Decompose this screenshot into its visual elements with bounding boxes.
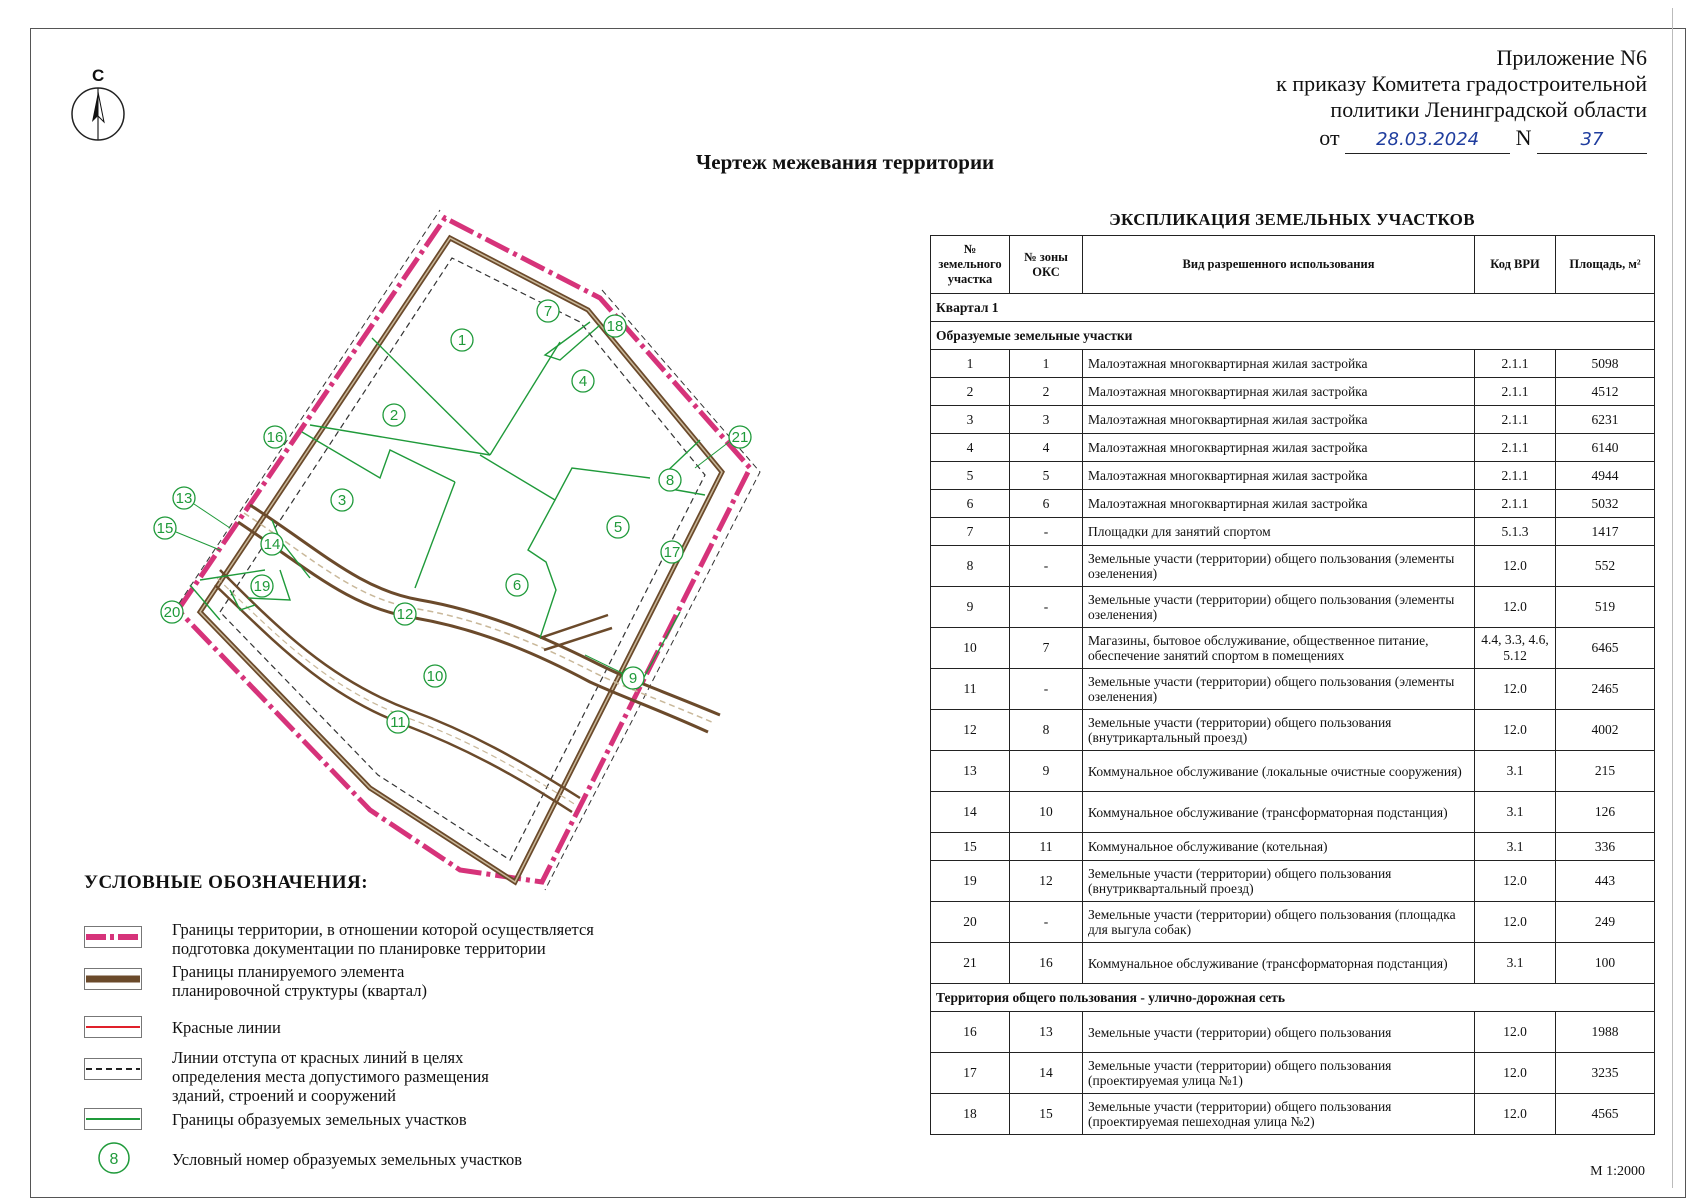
cell-zone-number: 2 xyxy=(1010,378,1083,406)
plot-label-12 xyxy=(394,603,416,625)
plot-label-15 xyxy=(154,517,176,539)
cell-vri-code: 12.0 xyxy=(1475,587,1556,628)
cell-area: 3235 xyxy=(1556,1053,1655,1094)
from-label: от xyxy=(1319,125,1340,150)
cell-zone-number: 3 xyxy=(1010,406,1083,434)
cell-vri-code: 3.1 xyxy=(1475,833,1556,861)
cell-zone-number: - xyxy=(1010,669,1083,710)
cell-permitted-use: Земельные участи (территории) общего пользования (элементы озеленения) xyxy=(1083,669,1475,710)
legend-text-setback: Линии отступа от красных линий в целях определения места допустимого размещения зданий, строений и сооружений xyxy=(172,1048,489,1105)
cell-plot-number: 4 xyxy=(931,434,1010,462)
cell-zone-number: 12 xyxy=(1010,861,1083,902)
legend-text-territory: Границы территории, в отношении которой осуществляется подготовка документации по планировке территории xyxy=(172,920,594,958)
plot-label-13 xyxy=(173,487,195,509)
svg-text:8: 8 xyxy=(665,472,675,489)
cell-permitted-use: Земельные участи (территории) общего пользования (внутрикартальный проезд) xyxy=(1083,710,1475,751)
svg-text:11: 11 xyxy=(390,714,406,731)
cell-vri-code: 3.1 xyxy=(1475,792,1556,833)
svg-text:3: 3 xyxy=(337,492,347,509)
cell-vri-code: 12.0 xyxy=(1475,1012,1556,1053)
cell-area: 4512 xyxy=(1556,378,1655,406)
plot-label-8 xyxy=(659,469,681,491)
cell-zone-number: - xyxy=(1010,902,1083,943)
explication-title: ЭКСПЛИКАЦИЯ ЗЕМЕЛЬНЫХ УЧАСТКОВ xyxy=(1109,210,1475,229)
cell-plot-number: 7 xyxy=(931,518,1010,546)
section-row-street-network: Территория общего пользования - улично-дорожная сеть xyxy=(931,984,1655,1012)
svg-text:15: 15 xyxy=(156,520,174,537)
table-row xyxy=(931,833,1655,861)
cell-zone-number: 10 xyxy=(1010,792,1083,833)
legend-text-red-line: Красные линии xyxy=(172,1018,281,1037)
table-row xyxy=(931,751,1655,792)
cell-zone-number: 11 xyxy=(1010,833,1083,861)
cell-permitted-use: Малоэтажная многоквартирная жилая застройка xyxy=(1083,350,1475,378)
table-row xyxy=(931,434,1655,462)
cell-area: 4565 xyxy=(1556,1094,1655,1135)
cell-vri-code: 3.1 xyxy=(1475,751,1556,792)
cell-permitted-use: Площадки для занятий спортом xyxy=(1083,518,1475,546)
cell-zone-number: - xyxy=(1010,546,1083,587)
svg-text:6: 6 xyxy=(512,577,522,594)
plot-label-6 xyxy=(506,574,528,596)
block-row: Квартал 1 xyxy=(931,294,1655,322)
cell-vri-code: 2.1.1 xyxy=(1475,434,1556,462)
plot-label-14 xyxy=(261,533,283,555)
table-row xyxy=(931,943,1655,984)
cell-zone-number: - xyxy=(1010,587,1083,628)
table-row xyxy=(931,406,1655,434)
cell-vri-code: 12.0 xyxy=(1475,710,1556,751)
cell-permitted-use: Земельные участи (территории) общего пользования (элементы озеленения) xyxy=(1083,546,1475,587)
cell-plot-number: 12 xyxy=(931,710,1010,751)
svg-text:4: 4 xyxy=(578,373,588,390)
cell-vri-code: 3.1 xyxy=(1475,943,1556,984)
svg-text:9: 9 xyxy=(628,670,638,687)
svg-text:18: 18 xyxy=(606,318,624,335)
cell-permitted-use: Земельные участи (территории) общего пользования (проектируемая улица №1) xyxy=(1083,1053,1475,1094)
table-header-row xyxy=(931,236,1655,294)
cell-zone-number: 8 xyxy=(1010,710,1083,751)
cell-zone-number: 13 xyxy=(1010,1012,1083,1053)
svg-text:20: 20 xyxy=(163,604,181,621)
cell-permitted-use: Малоэтажная многоквартирная жилая застройка xyxy=(1083,434,1475,462)
table-row xyxy=(931,1053,1655,1094)
cell-vri-code: 12.0 xyxy=(1475,902,1556,943)
plot-label-5 xyxy=(607,516,629,538)
table-row xyxy=(931,587,1655,628)
cell-permitted-use: Малоэтажная многоквартирная жилая застройка xyxy=(1083,378,1475,406)
cell-area: 519 xyxy=(1556,587,1655,628)
cell-plot-number: 9 xyxy=(931,587,1010,628)
svg-text:5: 5 xyxy=(613,519,623,536)
cell-permitted-use: Земельные участи (территории) общего пользования xyxy=(1083,1012,1475,1053)
table-row xyxy=(931,792,1655,833)
cell-area: 1988 xyxy=(1556,1012,1655,1053)
cell-zone-number: 6 xyxy=(1010,490,1083,518)
cell-area: 443 xyxy=(1556,861,1655,902)
svg-text:21: 21 xyxy=(731,429,749,446)
cell-area: 249 xyxy=(1556,902,1655,943)
north-letter: С xyxy=(92,66,105,85)
cell-area: 5098 xyxy=(1556,350,1655,378)
svg-text:2: 2 xyxy=(389,407,399,424)
cell-vri-code: 12.0 xyxy=(1475,669,1556,710)
svg-text:13: 13 xyxy=(175,490,193,507)
table-row xyxy=(931,490,1655,518)
compass-icon xyxy=(70,66,128,146)
legend-text-block: Границы планируемого элемента планировочной структуры (квартал) xyxy=(172,962,427,1000)
table-row xyxy=(931,350,1655,378)
cell-zone-number: - xyxy=(1010,518,1083,546)
svg-text:17: 17 xyxy=(663,544,681,561)
appendix-header xyxy=(1276,45,1647,154)
plot-boundary-icon xyxy=(84,1108,142,1130)
svg-text:12: 12 xyxy=(396,606,414,623)
svg-text:16: 16 xyxy=(266,429,284,446)
cell-zone-number: 14 xyxy=(1010,1053,1083,1094)
cell-vri-code: 12.0 xyxy=(1475,1053,1556,1094)
cell-plot-number: 10 xyxy=(931,628,1010,669)
cell-permitted-use: Земельные участи (территории) общего пользования (проектируемая пешеходная улица №2) xyxy=(1083,1094,1475,1135)
header-permitted-use: Вид разрешенного использования xyxy=(1083,236,1475,294)
cell-permitted-use: Земельные участи (территории) общего пользования (внутриквартальный проезд) xyxy=(1083,861,1475,902)
svg-text:19: 19 xyxy=(253,578,271,595)
legend-text-plot-boundary: Границы образуемых земельных участков xyxy=(172,1110,467,1129)
cell-permitted-use: Коммунальное обслуживание (трансформаторная подстанция) xyxy=(1083,792,1475,833)
order-date: 28.03.2024 xyxy=(1345,127,1510,154)
svg-text:1: 1 xyxy=(457,332,467,349)
cell-plot-number: 2 xyxy=(931,378,1010,406)
cell-vri-code: 4.4, 3.3, 4.6, 5.12 xyxy=(1475,628,1556,669)
cell-plot-number: 11 xyxy=(931,669,1010,710)
cell-area: 126 xyxy=(1556,792,1655,833)
header-plot-number: № земельного участка xyxy=(931,236,1010,294)
svg-text:8: 8 xyxy=(109,1151,119,1168)
table-row xyxy=(931,902,1655,943)
table-row xyxy=(931,628,1655,669)
plot-label-1 xyxy=(451,329,473,351)
cell-area: 6231 xyxy=(1556,406,1655,434)
plot-label-18 xyxy=(604,315,626,337)
order-number: 37 xyxy=(1537,127,1647,154)
cell-area: 336 xyxy=(1556,833,1655,861)
map-scale: М 1:2000 xyxy=(1590,1164,1645,1179)
table-row xyxy=(931,669,1655,710)
plot-label-3 xyxy=(331,489,353,511)
table-row xyxy=(931,710,1655,751)
cell-plot-number: 8 xyxy=(931,546,1010,587)
cell-area: 4944 xyxy=(1556,462,1655,490)
cell-permitted-use: Малоэтажная многоквартирная жилая застройка xyxy=(1083,490,1475,518)
cell-area: 1417 xyxy=(1556,518,1655,546)
cell-plot-number: 18 xyxy=(931,1094,1010,1135)
cell-vri-code: 5.1.3 xyxy=(1475,518,1556,546)
cell-plot-number: 5 xyxy=(931,462,1010,490)
cell-permitted-use: Малоэтажная многоквартирная жилая застройка xyxy=(1083,462,1475,490)
block-boundary-icon xyxy=(84,968,142,990)
plot-label-21 xyxy=(729,426,751,448)
svg-text:14: 14 xyxy=(263,536,281,553)
red-line-icon xyxy=(84,1016,142,1038)
cell-vri-code: 12.0 xyxy=(1475,1094,1556,1135)
cell-permitted-use: Коммунальное обслуживание (котельная) xyxy=(1083,833,1475,861)
explication-table xyxy=(930,235,1655,1135)
plot-number-icon xyxy=(96,1140,132,1176)
cell-area: 2465 xyxy=(1556,669,1655,710)
territory-boundary-icon xyxy=(84,926,142,948)
plot-label-17 xyxy=(661,541,683,563)
table-row xyxy=(931,546,1655,587)
cell-permitted-use: Коммунальное обслуживание (трансформаторная подстанция) xyxy=(1083,943,1475,984)
cell-plot-number: 19 xyxy=(931,861,1010,902)
legend-text-plot-number: Условный номер образуемых земельных участков xyxy=(172,1150,523,1169)
cell-permitted-use: Земельные участи (территории) общего пользования (элементы озеленения) xyxy=(1083,587,1475,628)
cell-vri-code: 2.1.1 xyxy=(1475,406,1556,434)
cell-area: 5032 xyxy=(1556,490,1655,518)
cell-plot-number: 1 xyxy=(931,350,1010,378)
cell-vri-code: 12.0 xyxy=(1475,546,1556,587)
cell-zone-number: 1 xyxy=(1010,350,1083,378)
plot-label-9 xyxy=(622,667,644,689)
cell-zone-number: 16 xyxy=(1010,943,1083,984)
cell-plot-number: 21 xyxy=(931,943,1010,984)
plot-label-16 xyxy=(264,426,286,448)
sheet-edge xyxy=(1672,8,1673,1188)
cell-vri-code: 12.0 xyxy=(1475,861,1556,902)
cell-plot-number: 20 xyxy=(931,902,1010,943)
header-zone-number: № зоны ОКС xyxy=(1010,236,1083,294)
cell-plot-number: 6 xyxy=(931,490,1010,518)
cell-zone-number: 9 xyxy=(1010,751,1083,792)
cell-plot-number: 15 xyxy=(931,833,1010,861)
plot-label-7 xyxy=(537,300,559,322)
cell-vri-code: 2.1.1 xyxy=(1475,378,1556,406)
cell-area: 100 xyxy=(1556,943,1655,984)
cadastral-map xyxy=(156,210,840,900)
cell-permitted-use: Магазины, бытовое обслуживание, общественное питание, обеспечение занятий спортом в помещениях xyxy=(1083,628,1475,669)
north-arrow xyxy=(70,66,128,146)
plot-label-20 xyxy=(161,601,183,623)
cell-plot-number: 17 xyxy=(931,1053,1010,1094)
svg-text:10: 10 xyxy=(426,668,444,685)
cell-zone-number: 7 xyxy=(1010,628,1083,669)
table-row xyxy=(931,1094,1655,1135)
page-title: Чертеж межевания территории xyxy=(695,150,995,174)
header-area: Площадь, м² xyxy=(1556,236,1655,294)
cell-vri-code: 2.1.1 xyxy=(1475,490,1556,518)
cell-area: 552 xyxy=(1556,546,1655,587)
cell-permitted-use: Малоэтажная многоквартирная жилая застройка xyxy=(1083,406,1475,434)
cell-zone-number: 5 xyxy=(1010,462,1083,490)
header-vri-code: Код ВРИ xyxy=(1475,236,1556,294)
legend-title: УСЛОВНЫЕ ОБОЗНАЧЕНИЯ: xyxy=(84,872,369,893)
section-row-formed-plots: Образуемые земельные участки xyxy=(931,322,1655,350)
setback-line-icon xyxy=(84,1058,142,1080)
internal-driveway xyxy=(250,505,720,715)
order-line-1: к приказу Комитета градостроительной xyxy=(1276,71,1647,96)
cell-permitted-use: Земельные участи (территории) общего пользования (площадка для выгула собак) xyxy=(1083,902,1475,943)
cell-plot-number: 16 xyxy=(931,1012,1010,1053)
cell-area: 4002 xyxy=(1556,710,1655,751)
cell-plot-number: 14 xyxy=(931,792,1010,833)
cell-vri-code: 2.1.1 xyxy=(1475,462,1556,490)
cell-zone-number: 4 xyxy=(1010,434,1083,462)
table-row xyxy=(931,378,1655,406)
order-line-2: политики Ленинградской области xyxy=(1330,97,1647,122)
plot-label-19 xyxy=(251,575,273,597)
plot-label-10 xyxy=(424,665,446,687)
cell-area: 215 xyxy=(1556,751,1655,792)
number-label: N xyxy=(1515,125,1532,150)
plot-label-4 xyxy=(572,370,594,392)
table-row xyxy=(931,518,1655,546)
cell-area: 6140 xyxy=(1556,434,1655,462)
table-row xyxy=(931,1012,1655,1053)
plot-label-2 xyxy=(383,404,405,426)
cell-vri-code: 2.1.1 xyxy=(1475,350,1556,378)
cell-zone-number: 15 xyxy=(1010,1094,1083,1135)
plot-label-11 xyxy=(387,711,409,733)
appendix-number: Приложение N6 xyxy=(1496,45,1647,70)
table-row xyxy=(931,462,1655,490)
table-row xyxy=(931,861,1655,902)
svg-text:7: 7 xyxy=(543,303,553,320)
cell-area: 6465 xyxy=(1556,628,1655,669)
cell-plot-number: 13 xyxy=(931,751,1010,792)
cell-plot-number: 3 xyxy=(931,406,1010,434)
cell-permitted-use: Коммунальное обслуживание (локальные очистные сооружения) xyxy=(1083,751,1475,792)
